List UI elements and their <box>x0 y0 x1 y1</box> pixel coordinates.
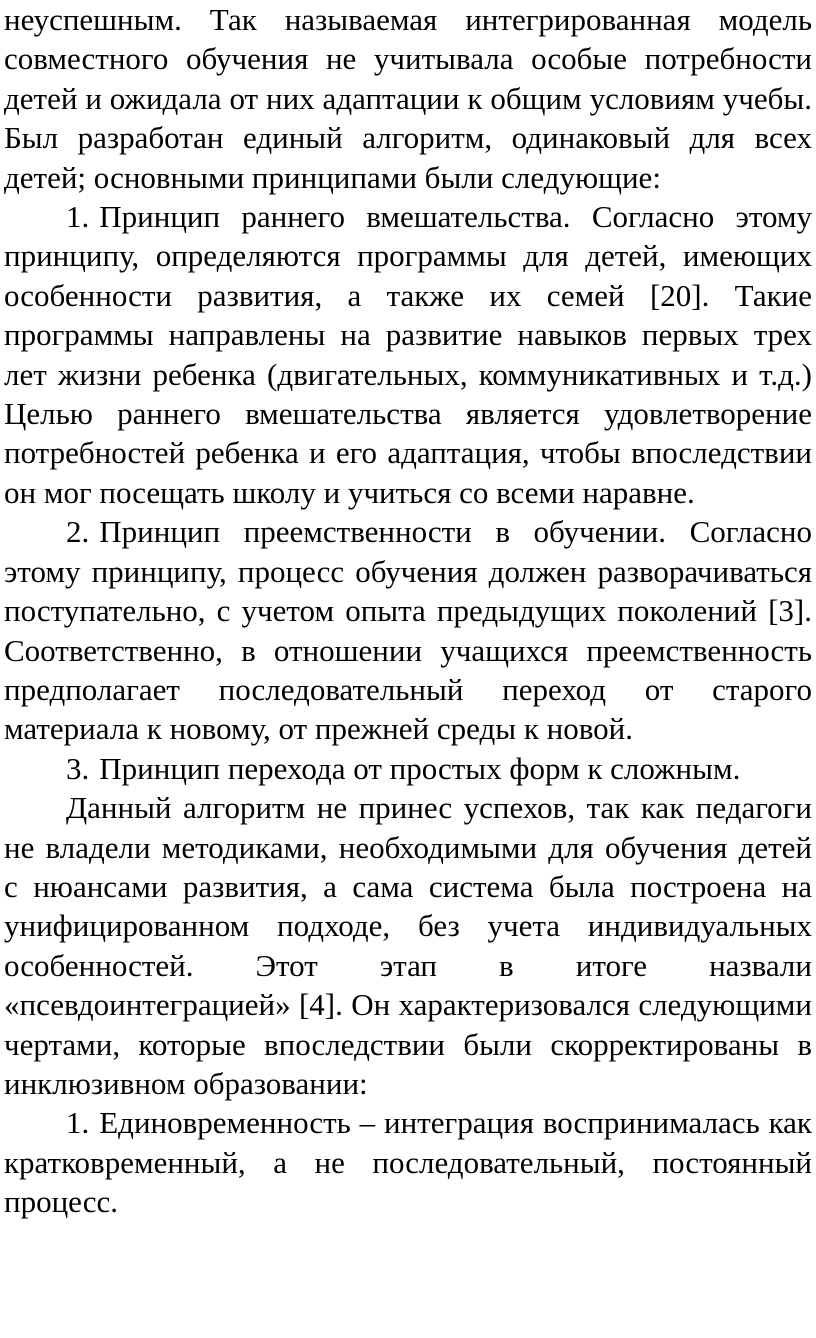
paragraph-continuation <box>4 0 812 197</box>
list-item-text: Принцип раннего вмешательства. Согласно этому принципу, определяются программы для детей, имеющих особенности развития, а также их семей [20]. Такие программы направлены на развитие навыков первых трех лет жизни ребенка (двигательных, коммуникативных и т.д.) Целью раннего вмешательства является удовлетворение потребностей ребенка и его адаптация, чтобы впоследствии он мог посещать школу и учиться со всеми наравне. <box>4 199 812 510</box>
document-page <box>4 0 812 1222</box>
list-number: 1. <box>66 199 90 235</box>
list-item-simple-to-complex <box>4 749 812 788</box>
list-item-early-intervention <box>4 197 812 512</box>
paragraph-text: неуспешным. Так называемая интегрированная модель совместного обучения не учитывала особые потребности детей и ожидала от них адаптации к общим условиям учебы. Был разработан единый алгоритм, одинаковый для всех детей; основными принципами были следующие: <box>4 2 812 195</box>
list-item-text: Принцип перехода от простых форм к сложным. <box>99 750 741 786</box>
list-number: 1. <box>66 1105 90 1141</box>
list-item-text: Принцип преемственности в обучении. Согласно этому принципу, процесс обучения должен разворачиваться поступательно, с учетом опыта предыдущих поколений [3]. Соответственно, в отношении учащихся преемственность предполагает последовательный переход от старого материала к новому, от прежней среды к новой. <box>4 514 812 747</box>
list-number: 3. <box>66 750 90 786</box>
list-number: 2. <box>66 514 90 550</box>
list-item-one-time <box>4 1103 812 1221</box>
paragraph-text: Данный алгоритм не принес успехов, так как педагоги не владели методиками, необходимыми для обучения детей с нюансами развития, а сама система была построена на унифицированном подходе, без учета индивидуальных особенностей. Этот этап в итоге назвали «псевдоинтеграцией» [4]. Он характеризовался следующими чертами, которые впоследствии были скорректированы в инклюзивном образовании: <box>4 790 812 1101</box>
paragraph-pseudo-integration <box>4 788 812 1103</box>
list-item-continuity <box>4 512 812 748</box>
list-item-text: Единовременность – интеграция воспринималась как кратковременный, а не последовательный, постоянный процесс. <box>4 1105 812 1220</box>
